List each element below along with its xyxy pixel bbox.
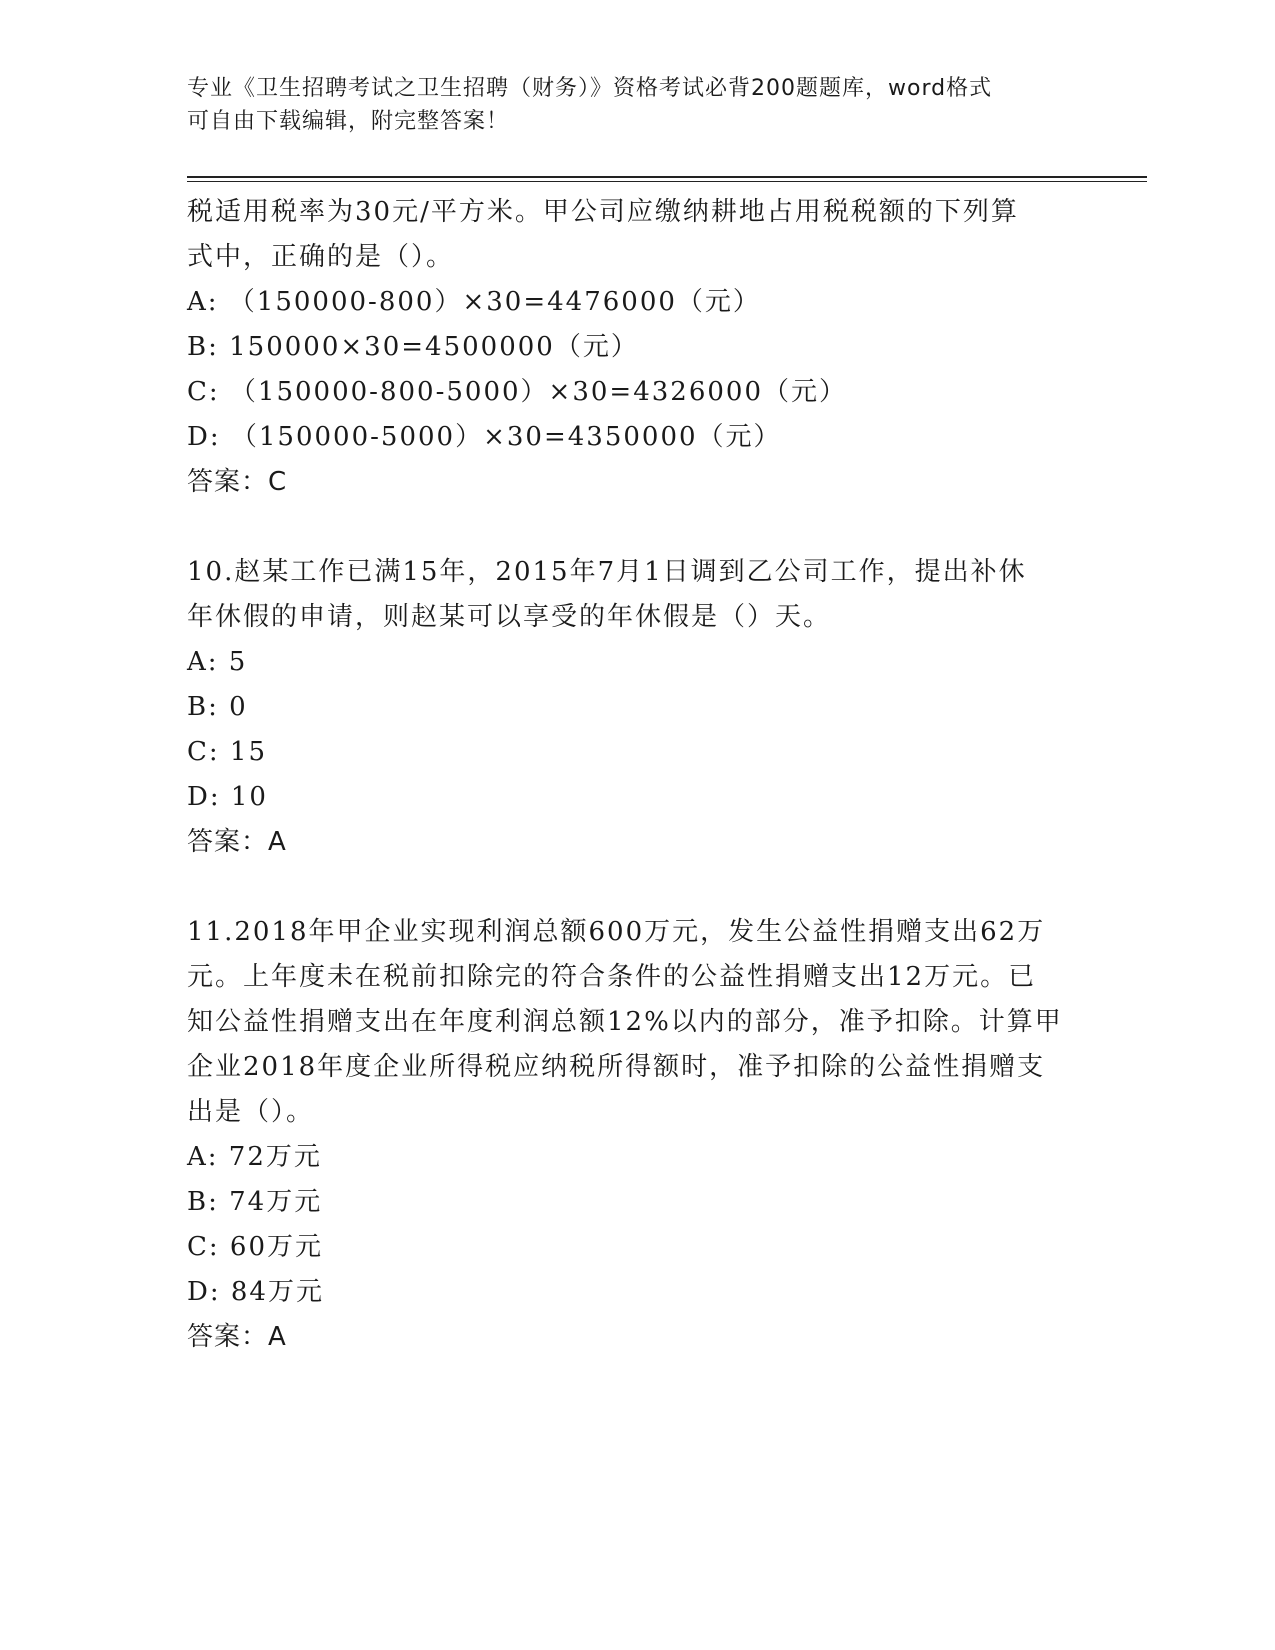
question-10-answer: 答案：A <box>187 827 287 857</box>
question-11-stem-line-1: 11.2018年甲企业实现利润总额600万元，发生公益性捐赠支出62万 <box>187 917 1046 947</box>
question-9-stem-line-1: 税适用税率为30元/平方米。甲公司应缴纳耕地占用税税额的下列算 <box>187 197 1019 227</box>
spacer <box>187 505 1087 550</box>
question-list <box>187 190 1087 1360</box>
header-divider-thin <box>187 181 1147 182</box>
question-10-option-b: B: 0 <box>187 692 248 722</box>
question-9-option-b: B: 150000×30=4500000（元） <box>187 332 639 362</box>
document-header <box>187 72 1087 138</box>
question-9-option-d: D: （150000-5000）×30=4350000（元） <box>187 422 782 452</box>
question-10-stem-line-1: 10.赵某工作已满15年，2015年7月1日调到乙公司工作，提出补休 <box>187 557 1027 587</box>
question-11-option-c: C: 60万元 <box>187 1232 324 1262</box>
question-10 <box>187 550 1087 865</box>
question-10-stem-line-2: 年休假的申请，则赵某可以享受的年休假是（）天。 <box>187 602 832 632</box>
header-divider-thick <box>187 176 1147 178</box>
question-11-option-b: B: 74万元 <box>187 1187 323 1217</box>
question-11-stem-line-2: 元。上年度未在税前扣除完的符合条件的公益性捐赠支出12万元。已 <box>187 962 1037 992</box>
question-11-option-a: A: 72万元 <box>187 1142 322 1172</box>
spacer <box>187 865 1087 910</box>
header-title-line-1: 专业《卫生招聘考试之卫生招聘（财务）》资格考试必背200题题库，word格式 <box>187 76 993 101</box>
question-9-stem-line-2: 式中，正确的是（）。 <box>187 242 455 272</box>
question-11-stem-line-3: 知公益性捐赠支出在年度利润总额12%以内的部分，准予扣除。计算甲 <box>187 1007 1063 1037</box>
question-9-option-a: A: （150000-800）×30=4476000（元） <box>187 287 761 317</box>
question-11-stem-line-4: 企业2018年度企业所得税应纳税所得额时，准予扣除的公益性捐赠支 <box>187 1052 1046 1082</box>
question-10-option-c: C: 15 <box>187 737 268 767</box>
question-9-option-c: C: （150000-800-5000）×30=4326000（元） <box>187 377 847 407</box>
question-9-answer: 答案：C <box>187 467 288 497</box>
question-10-option-a: A: 5 <box>187 647 248 677</box>
question-11-answer: 答案：A <box>187 1322 287 1352</box>
question-11 <box>187 910 1087 1360</box>
header-title-line-2: 可自由下载编辑，附完整答案！ <box>187 109 510 134</box>
question-10-option-d: D: 10 <box>187 782 268 812</box>
question-11-option-d: D: 84万元 <box>187 1277 324 1307</box>
question-11-stem-line-5: 出是（）。 <box>187 1097 315 1127</box>
question-9 <box>187 190 1087 505</box>
